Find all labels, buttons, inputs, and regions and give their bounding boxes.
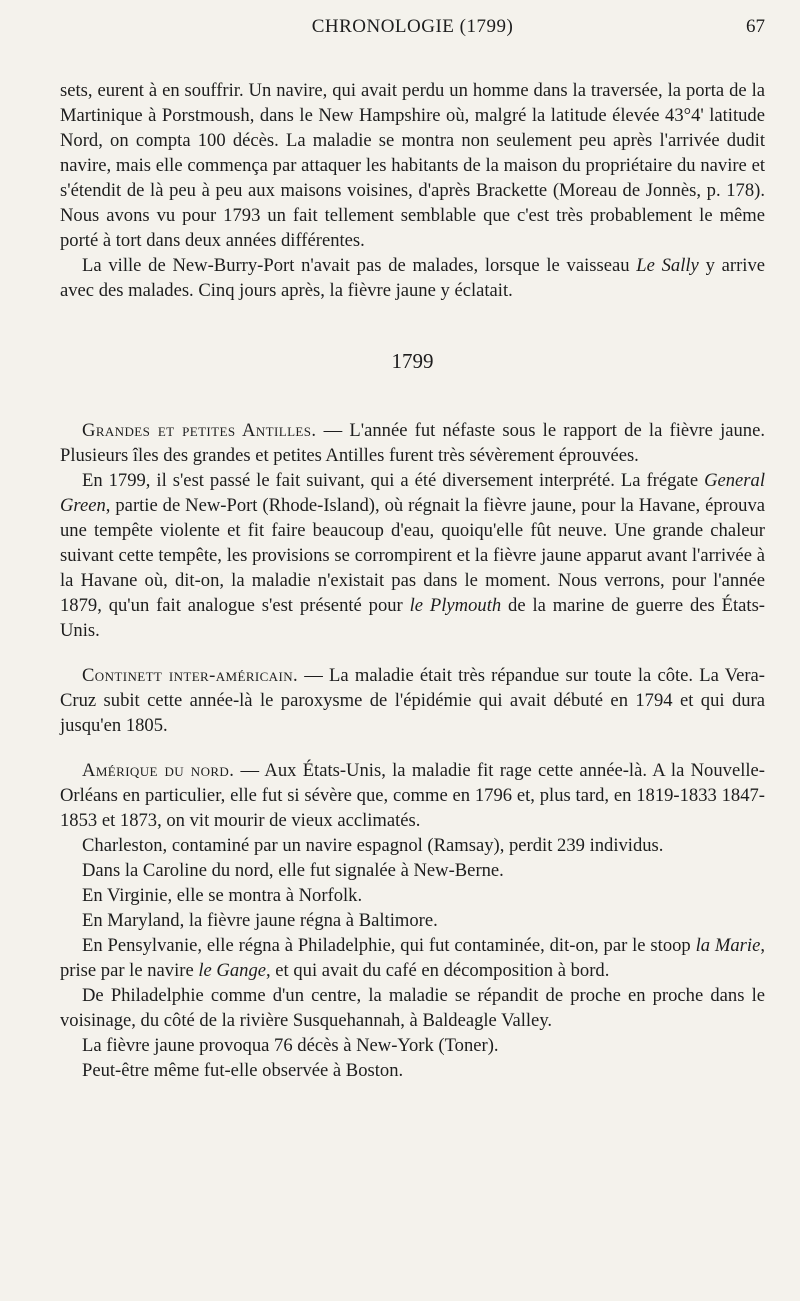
paragraph-philadelphie: De Philadelphie comme d'un centre, la maladie se répandit de proche en proche dans le voisinage, du côté de la rivière Susquehannah, à Baldeagle Valley. <box>60 985 765 1031</box>
paragraph-general-green <box>60 468 765 643</box>
paragraph-charleston: Charleston, contaminé par un navire espagnol (Ramsay), perdit 239 individus. <box>82 835 664 856</box>
paragraph-text: En 1799, il s'est passé le fait suivant, qui a été diversement interprété. La frégate <box>82 470 705 491</box>
section-amerique-nord <box>60 758 765 833</box>
paragraph-boston: Peut-être même fut-elle observée à Boston. <box>82 1060 404 1081</box>
ship-name: la Marie <box>695 935 761 956</box>
section-text: — La maladie était très répandue sur toute la côte. La Vera-Cruz subit cette année-là le paroxysme de l'épidémie qui avait débuté en 1794 et qui dura jusqu'en 1805. <box>60 665 766 736</box>
section-antilles <box>60 418 765 468</box>
ship-name: le Gange <box>198 960 266 981</box>
paragraph-text: y arrive avec des malades. Cinq jours après, la fièvre jaune y éclatait. <box>60 255 765 301</box>
paragraph-virginie: En Virginie, elle se montra à Norfolk. <box>82 885 363 906</box>
page-number: 67 <box>746 16 765 37</box>
ship-name: le Plymouth <box>409 595 502 616</box>
paragraph-text: , et qui avait du café en décomposition à bord. <box>266 960 610 981</box>
running-header <box>60 16 765 46</box>
section-heading: Continett inter-américain. <box>82 665 299 686</box>
paragraph-caroline: Dans la Caroline du nord, elle fut signalée à New-Berne. <box>82 860 504 881</box>
paragraph-text: La ville de New-Burry-Port n'avait pas de malades, lorsque le vaisseau <box>82 255 637 276</box>
paragraph-pensylvanie <box>60 933 765 983</box>
section-gap <box>60 738 765 758</box>
ship-name: General Green <box>60 470 765 516</box>
running-title: CHRONOLOGIE (1799) <box>311 16 514 37</box>
section-heading: Grandes et petites Antilles. <box>82 420 317 441</box>
section-text: — Aux États-Unis, la maladie fit rage cette année-là. A la Nouvelle-Orléans en particulier, elle fut si sévère que, comme en 1796 et, plus tard, en 1819-1833 1847-1853 et 1873, on vit mourir de vieux acclimatés. <box>60 760 765 831</box>
paragraph-text: En Pensylvanie, elle régna à Philadelphie, qui fut contaminée, dit-on, par le stoop <box>82 935 696 956</box>
section-gap <box>60 643 765 663</box>
section-text: — L'année fut néfaste sous le rapport de la fièvre jaune. Plusieurs îles des grandes et petites Antilles furent très sévèrement éprouvées. <box>60 420 765 466</box>
ship-name: Le Sally <box>636 255 699 276</box>
paragraph-new-york: La fièvre jaune provoqua 76 décès à New-York (Toner). <box>82 1035 499 1056</box>
paragraph-maryland: En Maryland, la fièvre jaune régna à Baltimore. <box>82 910 438 931</box>
section-continent <box>60 663 765 738</box>
paragraph-continuation: sets, eurent à en souffrir. Un navire, qui avait perdu un homme dans la traversée, la porta de la Martinique à Porstmoush, dans le New Hampshire où, malgré la latitude élevée 43°4' latitude Nord, on compta 100 décès. La maladie se montra non seulement peu après l'arrivée dudit navire, mais elle commença par attaquer les habitants de la maison du propriétaire du navire et s'étendit de là peu à peu aux maisons voisines, d'après Brackette (Moreau de Jonnès, p. 178). Nous avons vu pour 1793 un fait tellement semblable que c'est très probablement le même porté à tort dans deux années différentes. <box>60 80 765 251</box>
page-body <box>60 78 765 1083</box>
paragraph-text: , partie de New-Port (Rhode-Island), où régnait la fièvre jaune, pour la Havane, éprouva une tempête violente et fit faire beaucoup d'eau, quoiqu'elle fût neuve. Une grande chaleur suivant cette tempête, les provisions se corrompirent et la fièvre jaune apparut avant l'arrivée à la Havane où, dit-on, la maladie n'existait pas dans le moment. Nous verrons, pour l'année 1879, qu'un fait analogue s'est présenté pour <box>60 495 765 616</box>
paragraph-text: de la marine de guerre des États-Unis. <box>60 595 765 641</box>
year-heading: 1799 <box>391 349 434 373</box>
paragraph-text: , prise par le navire <box>60 935 765 981</box>
paragraph-new-burry-port <box>60 253 765 303</box>
section-heading: Amérique du nord. <box>82 760 235 781</box>
